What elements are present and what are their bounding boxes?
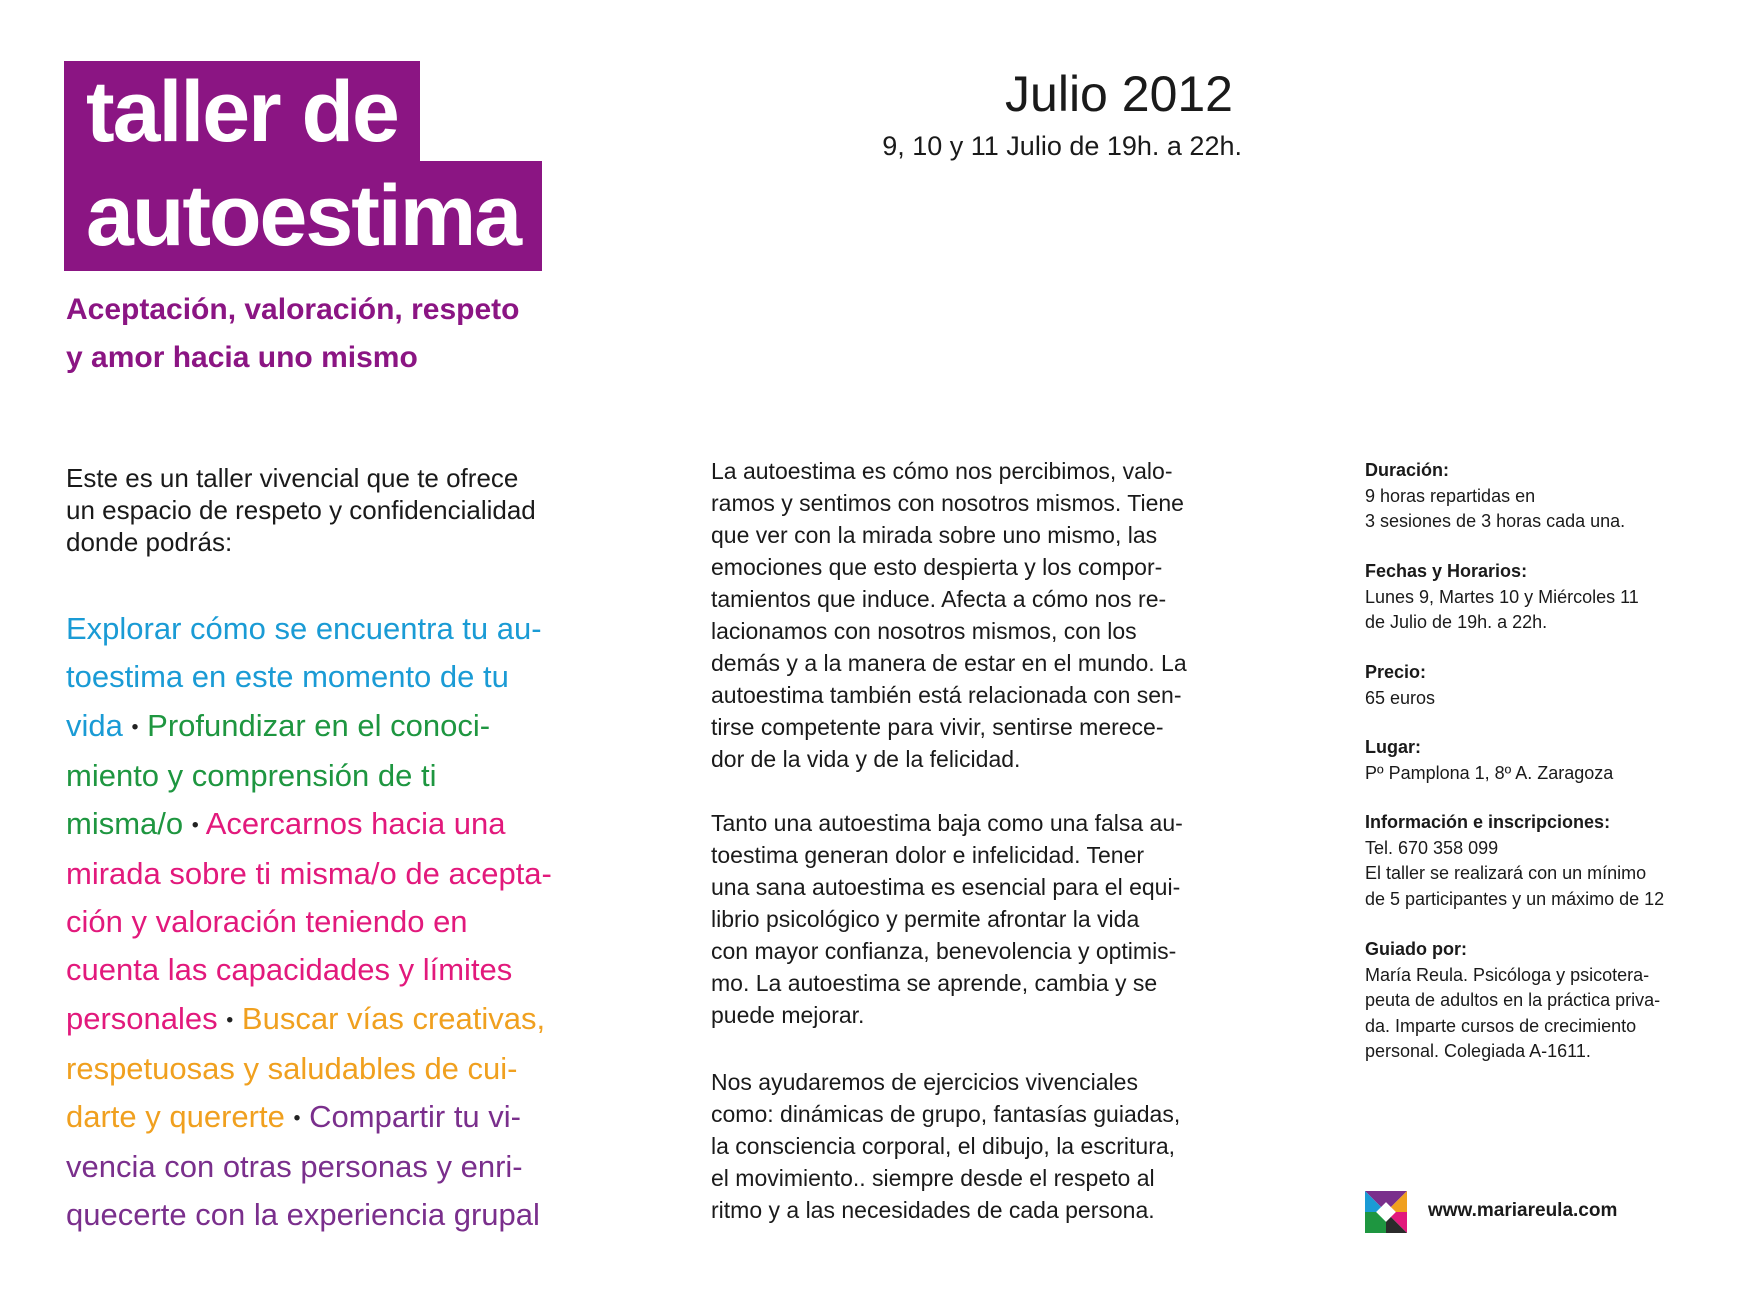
bullet-icon: • [293, 1107, 301, 1130]
goal-text: Profundizar en el conoci- [147, 707, 491, 743]
goal-line: ción y valoración teniendo en [66, 904, 468, 940]
intro-line: un espacio de respeto y confidencialidad [66, 495, 536, 525]
bullet-icon: • [131, 716, 139, 739]
body-paragraph-2 [711, 807, 1241, 1031]
date-heading: Julio 2012 [1005, 66, 1233, 122]
goal-text: misma/o [66, 805, 184, 841]
info-value: peuta de adultos en la práctica priva- [1365, 990, 1661, 1010]
info-label: Fechas y Horarios: [1365, 561, 1528, 581]
info-value: Lunes 9, Martes 10 y Miércoles 11 [1365, 586, 1639, 607]
body-paragraph-3 [711, 1066, 1241, 1226]
intro-line: Este es un taller vivencial que te ofrece [66, 463, 519, 493]
goal-line [66, 995, 636, 1045]
intro-line: donde podrás: [66, 527, 233, 557]
info-value: El taller se realizará con un mínimo [1365, 863, 1647, 883]
goal-line: cuenta las capacidades y límites [66, 952, 513, 988]
goal-line: respetuosas y saludables de cui- [66, 1050, 518, 1086]
info-value: María Reula. Psicóloga y psicotera- [1365, 964, 1650, 985]
body-line: lacionamos con nosotros mismos, con los [711, 618, 1137, 644]
body-line: emociones que esto despierta y los compor- [711, 554, 1163, 580]
body-line: tirse competente para vivir, sentirse merece- [711, 714, 1164, 740]
info-value: da. Imparte cursos de crecimiento [1365, 1015, 1637, 1036]
website-link[interactable]: www.mariareula.com [1428, 1200, 1618, 1221]
intro-text [66, 462, 626, 558]
title-line-1: taller de [64, 61, 420, 163]
body-line: puede mejorar. [711, 1002, 865, 1028]
goal-line: vencia con otras personas y enri- [66, 1148, 523, 1184]
body-line: demás y a la manera de estar en el mundo. La [711, 650, 1187, 676]
goal-line [66, 800, 636, 850]
body-line: mo. La autoestima se aprende, cambia y se [711, 970, 1158, 996]
goal-line: toestima en este momento de tu [66, 659, 509, 695]
body-line: autoestima también está relacionada con sen- [711, 682, 1182, 708]
goal-text: vida [66, 707, 123, 743]
body-line: la consciencia corporal, el dibujo, la escritura, [711, 1133, 1176, 1159]
goals-list [66, 605, 636, 1239]
body-line: tamientos que induce. Afecta a cómo nos re- [711, 586, 1167, 612]
info-value: Pº Pamplona 1, 8º A. Zaragoza [1365, 762, 1614, 783]
bullet-icon: • [191, 814, 199, 837]
body-line: Nos ayudaremos de ejercicios vivenciales [711, 1069, 1138, 1095]
body-paragraph-1 [711, 455, 1241, 775]
goal-text: Compartir tu vi- [309, 1098, 521, 1134]
body-line: ritmo y a las necesidades de cada persona. [711, 1197, 1155, 1223]
info-duration [1365, 458, 1725, 535]
body-line: con mayor confianza, benevolencia y optimis- [711, 938, 1177, 964]
goal-text: Buscar vías creativas, [241, 1000, 546, 1036]
info-value: 65 euros [1365, 687, 1436, 708]
bullet-icon: • [226, 1009, 234, 1032]
info-value: de Julio de 19h. a 22h. [1365, 612, 1548, 632]
subtitle-line-1: Aceptación, valoración, respeto [66, 293, 520, 326]
title-line-2: autoestima [64, 161, 542, 271]
goal-line [66, 1093, 636, 1143]
body-line: que ver con la mirada sobre uno mismo, las [711, 522, 1158, 548]
body-line: dor de la vida y de la felicidad. [711, 746, 1021, 772]
info-price [1365, 660, 1725, 711]
info-value: 9 horas repartidas en [1365, 485, 1536, 506]
body-line: el movimiento.. siempre desde el respeto al [711, 1165, 1155, 1191]
body-line: una sana autoestima es esencial para el equi- [711, 874, 1181, 900]
goal-line [66, 702, 636, 752]
info-label: Lugar: [1365, 737, 1421, 757]
body-line: toestima generan dolor e infelicidad. Tener [711, 842, 1145, 868]
subtitle [66, 286, 626, 382]
body-line: ramos y sentimos con nosotros mismos. Tiene [711, 490, 1184, 516]
info-label: Precio: [1365, 662, 1427, 682]
info-value: personal. Colegiada A-1611. [1365, 1041, 1591, 1061]
info-location [1365, 735, 1725, 786]
goal-text: Acercarnos hacia una [205, 805, 506, 841]
subtitle-line-2: y amor hacia uno mismo [66, 341, 418, 374]
info-label: Duración: [1365, 460, 1450, 480]
info-label: Guiado por: [1365, 939, 1467, 959]
info-contact [1365, 810, 1725, 912]
goal-text: personales [66, 1000, 218, 1036]
goal-text: darte y quererte [66, 1098, 285, 1134]
info-label: Información e inscripciones: [1365, 812, 1611, 832]
info-value: de 5 participantes y un máximo de 12 [1365, 888, 1665, 909]
info-value: 3 sesiones de 3 horas cada una. [1365, 511, 1626, 531]
date-detail: 9, 10 y 11 Julio de 19h. a 22h. [882, 131, 1242, 161]
body-line: La autoestima es cómo nos percibimos, valo- [711, 458, 1173, 484]
info-schedule [1365, 559, 1725, 636]
body-line: como: dinámicas de grupo, fantasías guiadas, [711, 1101, 1181, 1127]
tangram-logo-icon [1365, 1191, 1407, 1233]
goal-line: quecerte con la experiencia grupal [66, 1197, 540, 1233]
body-line: Tanto una autoestima baja como una falsa au- [711, 810, 1183, 836]
body-line: librio psicológico y permite afrontar la vida [711, 906, 1140, 932]
info-value: Tel. 670 358 099 [1365, 837, 1499, 858]
info-guide [1365, 937, 1725, 1065]
goal-line: Explorar cómo se encuentra tu au- [66, 611, 542, 646]
goal-line: miento y comprensión de ti [66, 757, 437, 793]
goal-line: mirada sobre ti misma/o de acepta- [66, 855, 552, 891]
